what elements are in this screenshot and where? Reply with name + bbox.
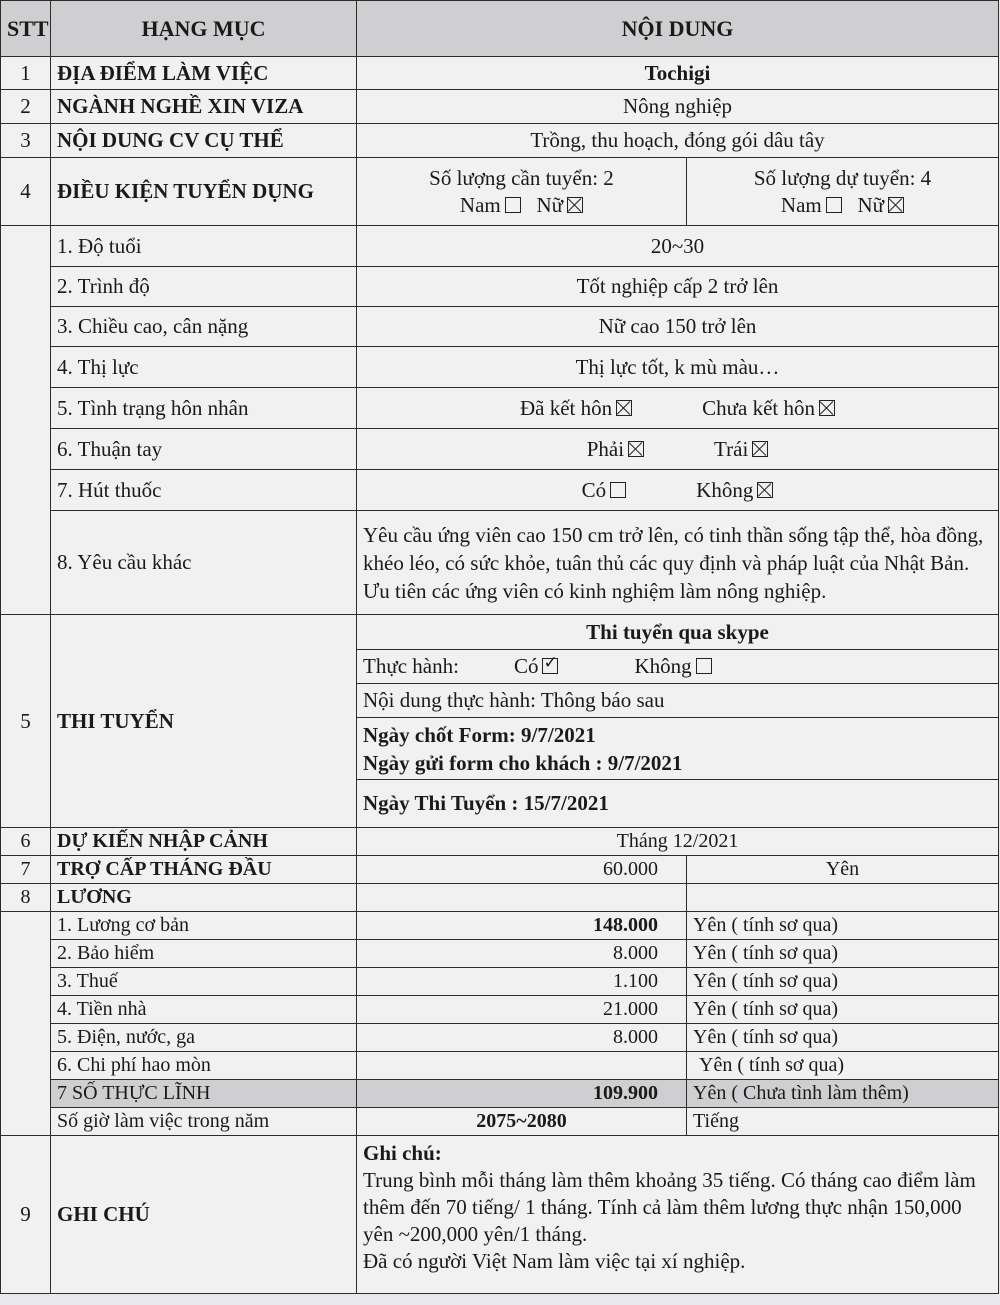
single-checkbox-checked-icon [819, 400, 835, 416]
married-checkbox-checked-icon [616, 400, 632, 416]
married-label: Đã kết hôn [519, 395, 613, 420]
eyesight-value: Thị lực tốt, k mù màu… [357, 347, 999, 388]
row-label: TRỢ CẤP THÁNG ĐẦU [51, 856, 357, 884]
smoking-options [357, 470, 999, 511]
header-noi-dung: NỘI DUNG [357, 1, 999, 57]
table-row [1, 1108, 999, 1136]
salary-item-value: 8.000 [357, 1024, 687, 1052]
salary-empty [687, 884, 999, 912]
salary-item-label: 2. Bảo hiểm [51, 940, 357, 968]
salary-item-value: 8.000 [357, 940, 687, 968]
table-row [1, 1080, 999, 1108]
row-stt: 7 [1, 856, 51, 884]
table-row [1, 1052, 999, 1080]
salary-item-value: 1.100 [357, 968, 687, 996]
row-label: ĐỊA ĐIỂM LÀM VIỆC [51, 57, 357, 90]
salary-item-unit: Yên ( tính sơ qua) [687, 1024, 999, 1052]
row-label: NGÀNH NGHỀ XIN VIZA [51, 90, 357, 124]
salary-item-unit: Yên ( tính sơ qua) [687, 1052, 999, 1080]
right-hand-label: Phải [586, 436, 625, 461]
salary-item-label: 3. Thuế [51, 968, 357, 996]
salary-item-unit: Yên ( tính sơ qua) [687, 940, 999, 968]
table-row [1, 884, 999, 912]
criteria-label: 7. Hút thuốc [51, 470, 357, 511]
row-label: LƯƠNG [51, 884, 357, 912]
row-label: THI TUYỂN [51, 615, 357, 828]
table-row [1, 828, 999, 856]
table-row [1, 90, 999, 124]
quota-applied-count: Số lượng dự tuyển: 4 [753, 165, 932, 190]
exam-date: Ngày Thi Tuyển : 15/7/2021 [357, 780, 999, 828]
row-label: GHI CHÚ [51, 1136, 357, 1294]
table-row [1, 1024, 999, 1052]
header-hang-muc: HẠNG MỤC [51, 1, 357, 57]
single-label: Chưa kết hôn [702, 395, 816, 420]
table-row [1, 347, 999, 388]
practice-no-checkbox-empty-icon [696, 658, 712, 674]
table-row [1, 615, 999, 650]
allowance-value: 60.000 [357, 856, 687, 884]
hand-options [357, 429, 999, 470]
practice-yes-checkbox-checked-icon [542, 658, 558, 674]
left-hand-checkbox-checked-icon [752, 441, 768, 457]
table-row [1, 429, 999, 470]
form-dates [357, 718, 999, 780]
table-row [1, 388, 999, 429]
quota-needed [357, 158, 687, 226]
practice-content: Nội dung thực hành: Thông báo sau [357, 684, 999, 718]
quota-needed-count: Số lượng cần tuyển: 2 [429, 165, 614, 190]
notes-line: Đã có người Việt Nam làm việc tại xí nghiệp. [363, 1249, 746, 1273]
table-header [1, 1, 999, 57]
row-stt: 1 [1, 57, 51, 90]
salary-item-value: 21.000 [357, 996, 687, 1024]
table-row [1, 267, 999, 307]
practice-no-label: Không [634, 654, 692, 678]
table-row [1, 968, 999, 996]
salary-item-label: 6. Chi phí hao mòn [51, 1052, 357, 1080]
work-location: Tochigi [357, 57, 999, 90]
row-label: NỘI DUNG CV CỤ THỂ [51, 124, 357, 158]
salary-item-unit: Yên ( tính sơ qua) [687, 912, 999, 940]
table-row [1, 940, 999, 968]
table-row [1, 57, 999, 90]
smoking-yes-label: Có [581, 477, 607, 502]
row-stt: 3 [1, 124, 51, 158]
salary-item-value: 148.000 [357, 912, 687, 940]
left-hand-label: Trái [714, 436, 749, 461]
row-label: DỰ KIẾN NHẬP CẢNH [51, 828, 357, 856]
male-checkbox-empty-icon [826, 197, 842, 213]
criteria-label: 1. Độ tuổi [51, 226, 357, 267]
criteria-label: 3. Chiều cao, cân nặng [51, 307, 357, 347]
row-stt: 9 [1, 1136, 51, 1294]
practice-options [357, 650, 999, 684]
table-row [1, 124, 999, 158]
criteria-label: 8. Yêu cầu khác [51, 511, 357, 615]
criteria-stt-empty [1, 226, 51, 615]
table-row [1, 856, 999, 884]
salary-item-unit: Yên ( tính sơ qua) [687, 996, 999, 1024]
salary-item-label: 1. Lương cơ bản [51, 912, 357, 940]
female-label: Nữ [857, 192, 885, 217]
salary-item-unit: Yên ( tính sơ qua) [687, 968, 999, 996]
entry-date: Tháng 12/2021 [357, 828, 999, 856]
job-content: Trồng, thu hoạch, đóng gói dâu tây [357, 124, 999, 158]
right-hand-checkbox-checked-icon [628, 441, 644, 457]
working-hours-value: 2075~2080 [357, 1108, 687, 1136]
table-row [1, 912, 999, 940]
table-row [1, 226, 999, 267]
form-send-date: Ngày gửi form cho khách : 9/7/2021 [363, 750, 683, 775]
net-salary-unit: Yên ( Chưa tình làm thêm) [687, 1080, 999, 1108]
working-hours-label: Số giờ làm việc trong năm [51, 1108, 357, 1136]
table-row [1, 996, 999, 1024]
row-stt: 4 [1, 158, 51, 226]
practice-label: Thực hành: [363, 654, 459, 678]
practice-yes-label: Có [513, 654, 539, 678]
table-row [1, 307, 999, 347]
table-row [1, 1136, 999, 1294]
row-stt: 2 [1, 90, 51, 124]
male-label: Nam [459, 192, 501, 217]
other-requirements: Yêu cầu ứng viên cao 150 cm trở lên, có tinh thần sống tập thể, hòa đồng, khéo léo, có sức khỏe, tuân thủ các quy định và pháp luật của Nhật Bản. Ưu tiên các ứng viên có kinh nghiệm làm nông nghiệp. [357, 511, 999, 615]
marital-options [357, 388, 999, 429]
row-stt: 6 [1, 828, 51, 856]
row-stt: 5 [1, 615, 51, 828]
salary-item-value [357, 1052, 687, 1080]
working-hours-unit: Tiếng [687, 1108, 999, 1136]
male-checkbox-empty-icon [505, 197, 521, 213]
salary-stt-empty [1, 912, 51, 1136]
criteria-label: 4. Thị lực [51, 347, 357, 388]
table-row [1, 511, 999, 615]
criteria-label: 6. Thuận tay [51, 429, 357, 470]
exam-title: Thi tuyển qua skype [357, 615, 999, 650]
quota-applied [687, 158, 999, 226]
height-value: Nữ cao 150 trở lên [357, 307, 999, 347]
criteria-label: 2. Trình độ [51, 267, 357, 307]
smoking-no-label: Không [696, 477, 754, 502]
table-row [1, 470, 999, 511]
allowance-unit: Yên [687, 856, 999, 884]
smoking-yes-checkbox-empty-icon [610, 482, 626, 498]
salary-item-label: 5. Điện, nước, ga [51, 1024, 357, 1052]
salary-empty [357, 884, 687, 912]
form-close-date: Ngày chốt Form: 9/7/2021 [363, 722, 596, 747]
female-checkbox-checked-icon [888, 197, 904, 213]
age-value: 20~30 [357, 226, 999, 267]
row-label: ĐIỀU KIỆN TUYỂN DỤNG [51, 158, 357, 226]
notes-content [357, 1136, 999, 1294]
criteria-label: 5. Tình trạng hôn nhân [51, 388, 357, 429]
notes-title: Ghi chú: [363, 1141, 442, 1165]
visa-field: Nông nghiệp [357, 90, 999, 124]
salary-item-label: 4. Tiền nhà [51, 996, 357, 1024]
smoking-no-checkbox-checked-icon [757, 482, 773, 498]
net-salary-value: 109.900 [357, 1080, 687, 1108]
female-checkbox-checked-icon [567, 197, 583, 213]
net-salary-label: 7 SỐ THỰC LĨNH [51, 1080, 357, 1108]
education-value: Tốt nghiệp cấp 2 trở lên [357, 267, 999, 307]
female-label: Nữ [536, 192, 564, 217]
header-stt: STT [1, 1, 51, 57]
male-label: Nam [780, 192, 822, 217]
row-stt: 8 [1, 884, 51, 912]
table-row [1, 158, 999, 226]
notes-line: Trung bình mỗi tháng làm thêm khoảng 35 tiếng. Có tháng cao điểm làm thêm đến 70 tiếng/ 1 tháng. Tính cả làm thêm lương thực nhận 150,000 yên ~200,000 yên/1 tháng. [363, 1168, 976, 1246]
